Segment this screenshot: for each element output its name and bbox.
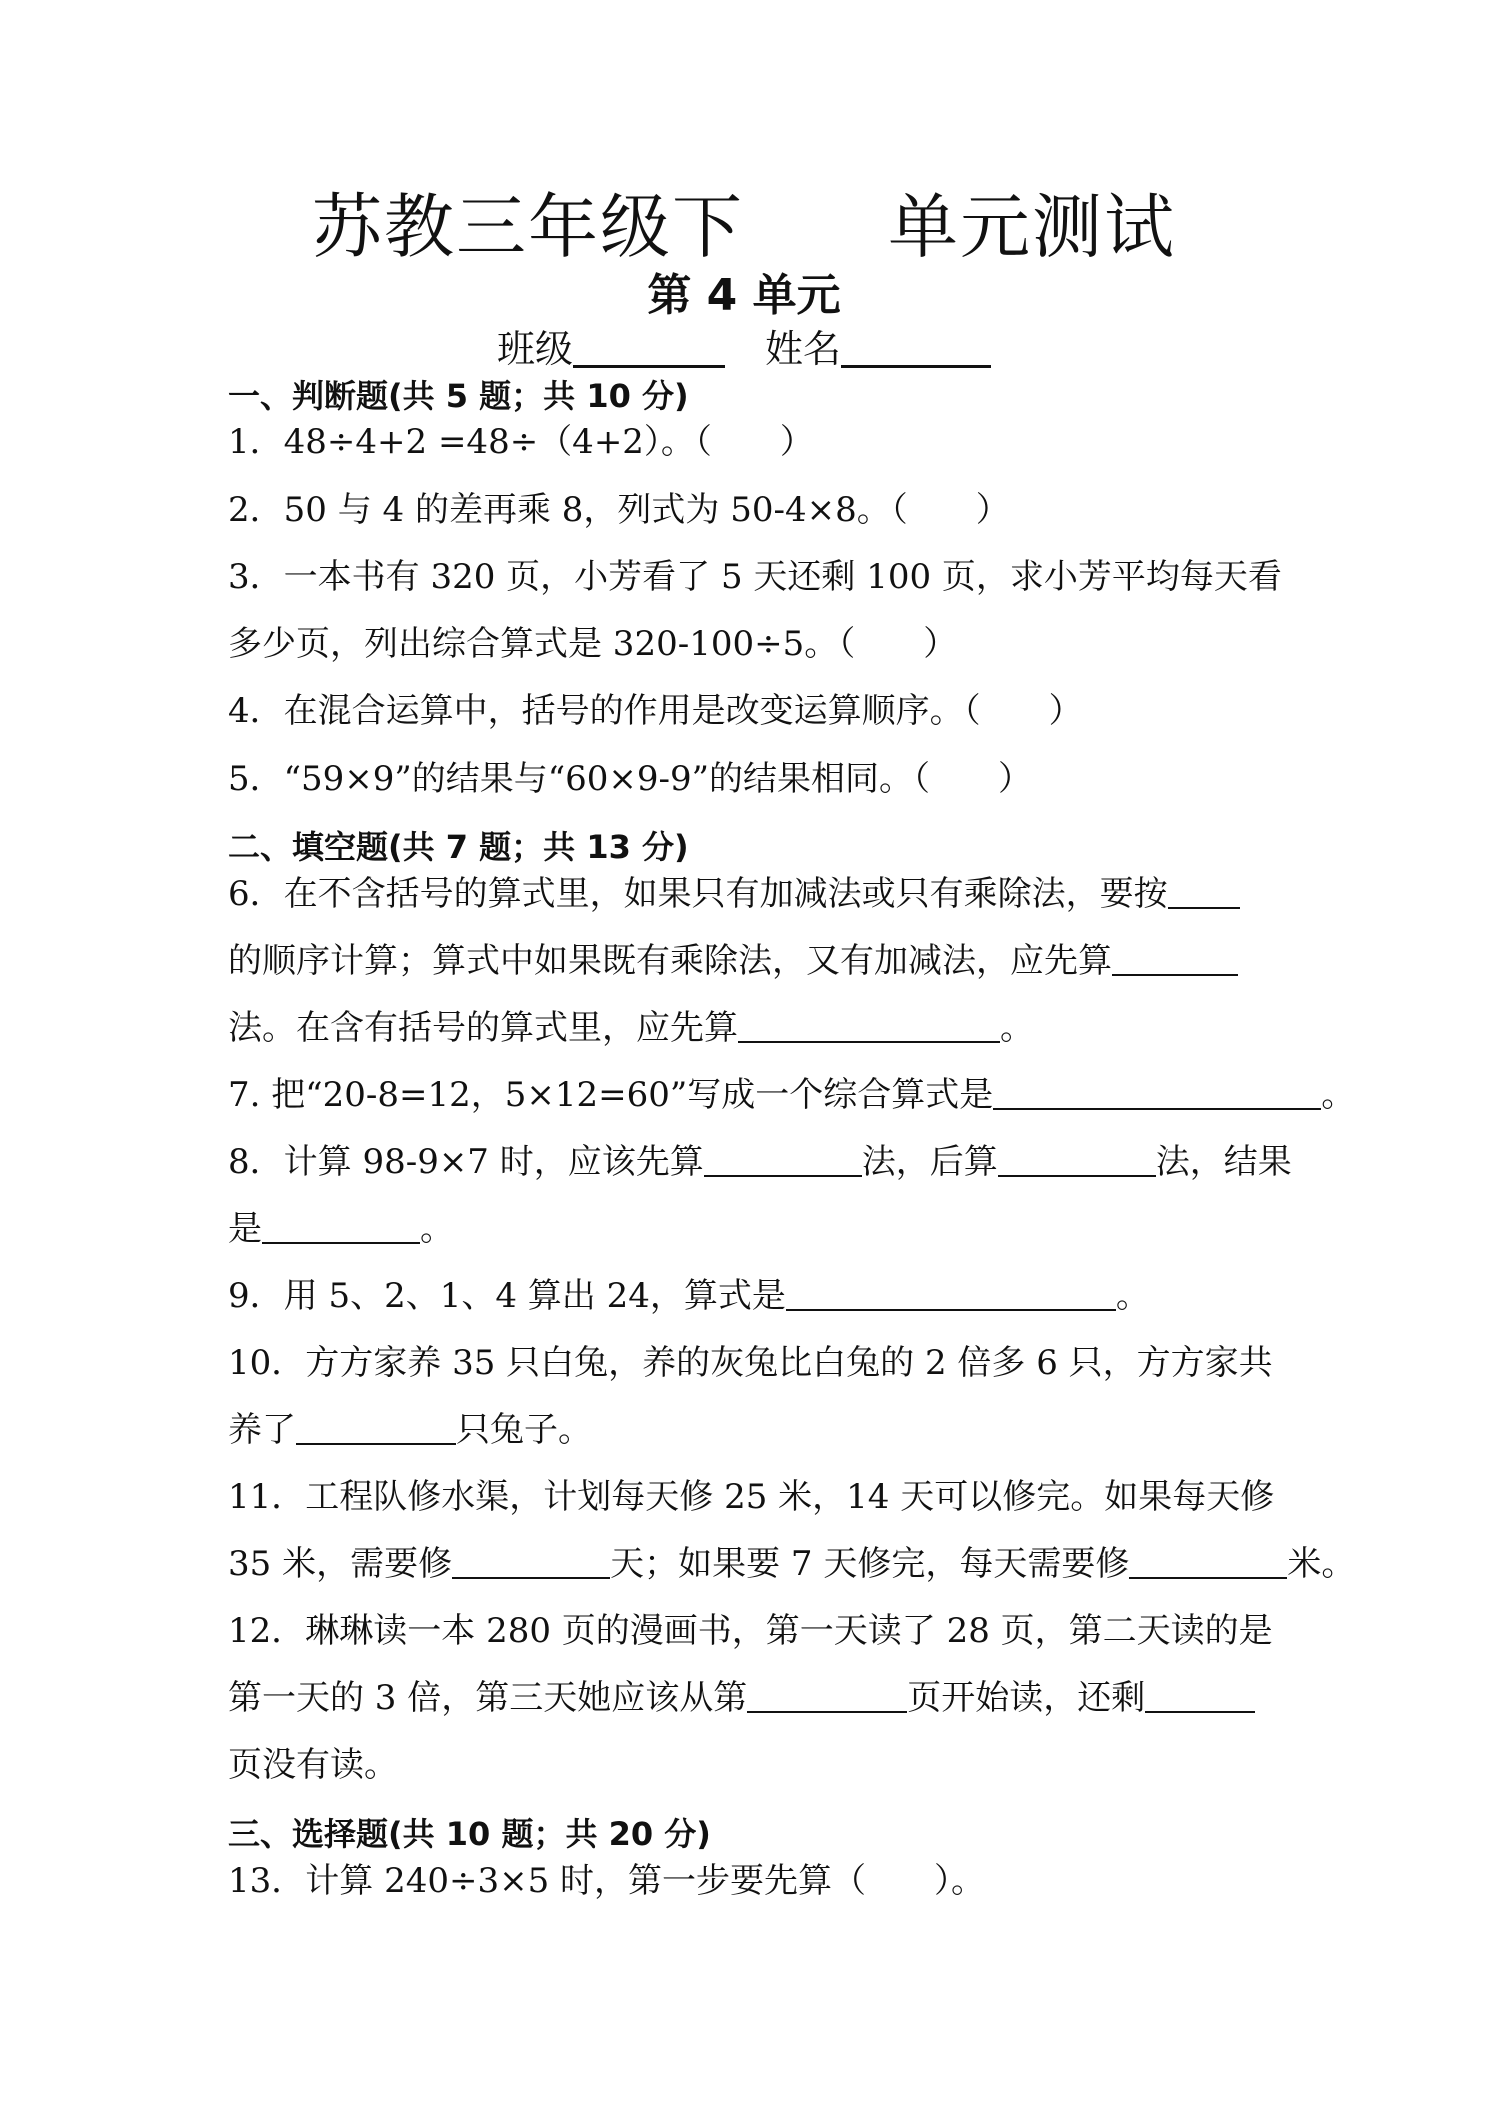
question-8-text-4: 是 bbox=[228, 1209, 262, 1249]
question-5: 5．“59×9”的结果与“60×9-9”的结果相同。（ ） bbox=[228, 759, 1033, 799]
class-blank[interactable] bbox=[573, 329, 725, 368]
question-12-text-2: 页开始读，还剩 bbox=[907, 1678, 1146, 1718]
answer-blank-6a[interactable] bbox=[1168, 875, 1240, 909]
question-10-text: 养了 bbox=[228, 1410, 296, 1450]
question-11-line-1: 11．工程队修水渠，计划每天修 25 米，14 天可以修完。如果每天修 bbox=[228, 1477, 1275, 1517]
question-8-text-2: 法，后算 bbox=[861, 1142, 998, 1182]
answer-blank-11b[interactable] bbox=[1129, 1545, 1287, 1579]
question-11-text-2: 天；如果要 7 天修完，每天需要修 bbox=[610, 1544, 1130, 1584]
question-3-line-2: 多少页，列出综合算式是 320-100÷5。（ ） bbox=[228, 624, 958, 664]
question-1: 1．48÷4+2 =48÷（4+2）。（ ） bbox=[228, 422, 814, 462]
question-6-text-3: 法。在含有括号的算式里，应先算 bbox=[228, 1008, 738, 1048]
question-9 bbox=[228, 1272, 1278, 1320]
question-6-text-1: 6．在不含括号的算式里，如果只有加减法或只有乘除法，要按 bbox=[228, 874, 1168, 914]
question-11-line-2 bbox=[228, 1540, 1356, 1588]
answer-blank-12b[interactable] bbox=[1145, 1679, 1255, 1713]
question-2: 2．50 与 4 的差再乘 8，列式为 50-4×8。（ ） bbox=[228, 490, 1010, 530]
student-info-line bbox=[0, 322, 1488, 376]
question-6-line-2 bbox=[228, 937, 1278, 985]
question-11-end: 米。 bbox=[1287, 1544, 1356, 1584]
question-8-end: 。 bbox=[420, 1209, 454, 1249]
section-heading-fill-blank: 二、填空题(共 7 题；共 13 分) bbox=[228, 828, 689, 866]
question-10-end: 只兔子。 bbox=[456, 1410, 592, 1450]
question-12-line-1: 12．琳琳读一本 280 页的漫画书，第一天读了 28 页，第二天读的是 bbox=[228, 1611, 1273, 1651]
section-heading-choice: 三、选择题(共 10 题；共 20 分) bbox=[228, 1815, 711, 1853]
question-7 bbox=[228, 1071, 1356, 1119]
question-12-line-2 bbox=[228, 1674, 1278, 1722]
question-9-text: 9．用 5、2、1、4 算出 24，算式是 bbox=[228, 1276, 786, 1316]
page-title: 苏教三年级下 单元测试 bbox=[312, 186, 1176, 268]
question-6-text-2: 的顺序计算；算式中如果既有乘除法，又有加减法，应先算 bbox=[228, 941, 1112, 981]
question-3-line-1: 3．一本书有 320 页，小芳看了 5 天还剩 100 页，求小芳平均每天看 bbox=[228, 557, 1282, 597]
unit-subtitle: 第 4 单元 bbox=[647, 270, 841, 321]
question-9-end: 。 bbox=[1115, 1276, 1150, 1316]
question-6-line-1 bbox=[228, 870, 1278, 918]
question-6-line-3 bbox=[228, 1004, 1278, 1052]
question-12-text-1: 第一天的 3 倍，第三天她应该从第 bbox=[228, 1678, 748, 1718]
answer-blank-8b[interactable] bbox=[998, 1143, 1156, 1177]
section-heading-judgment: 一、判断题(共 5 题；共 10 分) bbox=[228, 377, 689, 415]
question-8-text-1: 8．计算 98-9×7 时，应该先算 bbox=[228, 1142, 704, 1182]
answer-blank-11a[interactable] bbox=[452, 1545, 610, 1579]
answer-blank-9[interactable] bbox=[786, 1277, 1116, 1311]
question-8-line-1 bbox=[228, 1138, 1292, 1186]
answer-blank-7[interactable] bbox=[993, 1076, 1321, 1110]
question-7-end: 。 bbox=[1321, 1075, 1356, 1115]
question-8-text-3: 法，结果 bbox=[1155, 1142, 1292, 1182]
question-6-end: 。 bbox=[1000, 1008, 1034, 1048]
answer-blank-12a[interactable] bbox=[747, 1679, 907, 1713]
name-blank[interactable] bbox=[841, 329, 991, 368]
question-11-text-1: 35 米，需要修 bbox=[228, 1544, 453, 1584]
question-10-line-2 bbox=[228, 1406, 1278, 1454]
question-12-line-3: 页没有读。 bbox=[228, 1745, 398, 1785]
class-label: 班级 bbox=[496, 327, 573, 371]
answer-blank-6b[interactable] bbox=[1112, 942, 1238, 976]
answer-blank-10[interactable] bbox=[296, 1411, 456, 1445]
answer-blank-8a[interactable] bbox=[704, 1143, 862, 1177]
question-10-line-1: 10．方方家养 35 只白兔，养的灰兔比白兔的 2 倍多 6 只，方方家共 bbox=[228, 1343, 1273, 1383]
question-7-text: 7. 把“20-8=12，5×12=60”写成一个综合算式是 bbox=[228, 1075, 994, 1115]
question-13: 13．计算 240÷3×5 时，第一步要先算（ ）。 bbox=[228, 1861, 986, 1901]
question-4: 4．在混合运算中，括号的作用是改变运算顺序。（ ） bbox=[228, 691, 1083, 731]
answer-blank-8c[interactable] bbox=[262, 1210, 420, 1244]
name-label: 姓名 bbox=[765, 327, 842, 371]
question-8-line-2 bbox=[228, 1205, 1278, 1253]
answer-blank-6c[interactable] bbox=[738, 1009, 1000, 1043]
